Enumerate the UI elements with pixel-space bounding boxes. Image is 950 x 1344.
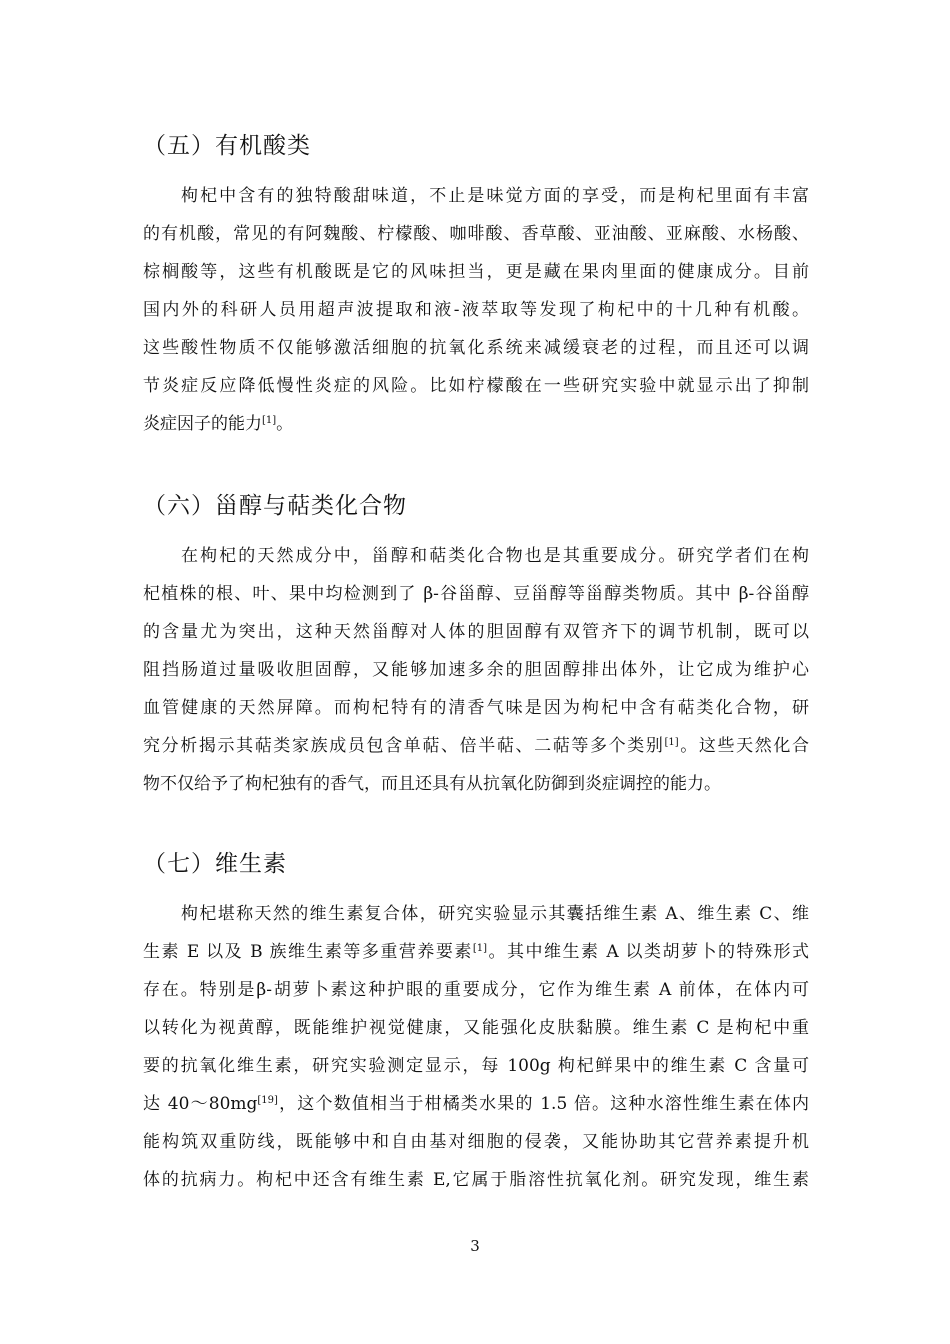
paragraph-line	[143, 1085, 809, 1123]
paragraph-line	[143, 405, 809, 443]
citation-ref: [1]	[262, 415, 277, 426]
line-text: 究分析揭示其萜类家族成员包含单萜、倍半萜、二萜等多个类别	[143, 736, 665, 756]
citation-ref: [19]	[257, 1095, 278, 1106]
paragraph-line: 的有机酸，常见的有阿魏酸、柠檬酸、咖啡酸、香草酸、亚油酸、亚麻酸、水杨酸、	[143, 224, 809, 244]
line-text: 生素 E 以及 B 族维生素等多重营养要素	[143, 942, 473, 962]
line-text: 。	[276, 414, 294, 434]
paragraph-line: 枸杞中含有的独特酸甜味道，不止是味觉方面的享受，而是枸杞里面有丰富	[181, 186, 809, 206]
line-text: 。其中维生素 A 以类胡萝卜的特殊形式	[487, 942, 809, 962]
paragraph-line: 物不仅给予了枸杞独有的香气，而且还具有从抗氧化防御到炎症调控的能力。	[143, 774, 721, 794]
page-number: 3	[470, 1237, 480, 1255]
citation-ref: [1]	[472, 943, 488, 954]
line-text: 达 40～80mg	[143, 1094, 258, 1114]
line-text: 炎症因子的能力	[143, 414, 262, 434]
citation-ref: [1]	[664, 737, 679, 748]
paragraph-line: 存在。特别是β-胡萝卜素这种护眼的重要成分，它作为维生素 A 前体，在体内可	[143, 980, 809, 1000]
paragraph-line	[143, 727, 809, 765]
paragraph-line: 阻挡肠道过量吸收胆固醇，又能够加速多余的胆固醇排出体外，让它成为维护心	[143, 660, 809, 680]
paragraph-line: 枸杞堪称天然的维生素复合体，研究实验显示其囊括维生素 A、维生素 C、维	[181, 904, 809, 924]
section-heading-sterols-terpenes: （六）甾醇与萜类化合物	[143, 493, 407, 519]
paragraph-line: 在枸杞的天然成分中，甾醇和萜类化合物也是其重要成分。研究学者们在枸	[181, 546, 809, 566]
line-text: 。这些天然化合	[678, 736, 809, 756]
paragraph-line	[143, 933, 809, 971]
paragraph-line: 这些酸性物质不仅能够激活细胞的抗氧化系统来减缓衰老的过程，而且还可以调	[143, 338, 809, 358]
paragraph-line: 节炎症反应降低慢性炎症的风险。比如柠檬酸在一些研究实验中就显示出了抑制	[143, 376, 809, 396]
paragraph-line: 杞植株的根、叶、果中均检测到了 β-谷甾醇、豆甾醇等甾醇类物质。其中 β-谷甾醇	[143, 584, 809, 604]
paragraph-organic-acids	[143, 177, 809, 443]
paragraph-line: 棕榈酸等，这些有机酸既是它的风味担当，更是藏在果肉里面的健康成分。目前	[143, 262, 809, 282]
paragraph-line: 以转化为视黄醇，既能维护视觉健康，又能强化皮肤黏膜。维生素 C 是枸杞中重	[143, 1018, 809, 1038]
paragraph-sterols-terpenes	[143, 537, 809, 803]
paragraph-line: 的含量尤为突出，这种天然甾醇对人体的胆固醇有双管齐下的调节机制，既可以	[143, 622, 809, 642]
paragraph-line: 能构筑双重防线，既能够中和自由基对细胞的侵袭，又能协助其它营养素提升机	[143, 1132, 809, 1152]
paragraph-vitamins	[143, 895, 809, 1199]
paragraph-line: 血管健康的天然屏障。而枸杞特有的清香气味是因为枸杞中含有萜类化合物，研	[143, 698, 809, 718]
paragraph-line: 体的抗病力。枸杞中还含有维生素 E,它属于脂溶性抗氧化剂。研究发现，维生素	[143, 1170, 809, 1190]
section-heading-vitamins: （七）维生素	[143, 851, 287, 877]
paragraph-line: 国内外的科研人员用超声波提取和液-液萃取等发现了枸杞中的十几种有机酸。	[143, 300, 809, 320]
paragraph-line: 要的抗氧化维生素，研究实验测定显示，每 100g 枸杞鲜果中的维生素 C 含量可	[143, 1056, 809, 1076]
section-heading-organic-acids: （五）有机酸类	[143, 133, 311, 159]
line-text: ，这个数值相当于柑橘类水果的 1.5 倍。这种水溶性维生素在体内	[277, 1094, 809, 1114]
